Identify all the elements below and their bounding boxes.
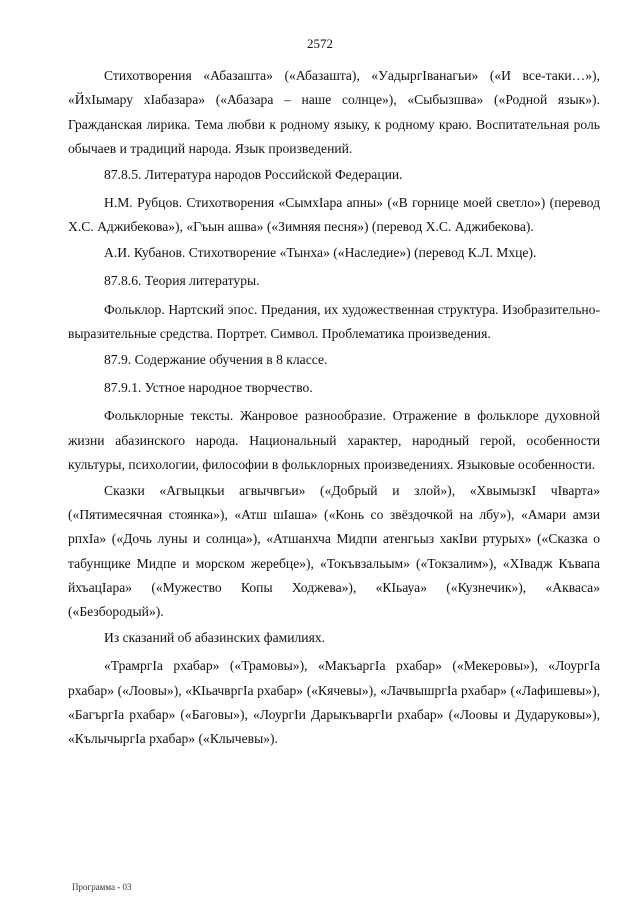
paragraph-kubanov: А.И. Кубанов. Стихотворение «Тынха» («Наследие») (перевод К.Л. Мхце). — [104, 245, 537, 261]
paragraph-fairy-tales: Сказки «Агвыцкьи агвычвгьи» («Добрый и злой»), «ХвымызкI чIварта» («Пятимесячная стоянка»), «Атш шIаша» («Конь со звёздочкой на лбу»), «Амари амзи рпхIа» («Дочь луны и солнца»), «Атшанхча Мидпи атенгьыз хакIви ртурых» («Сказка о табунщике Мидпе и морском жеребце»), «Токъвзальым» («Токзалим»), «ХIвадж Къвапа йхъацIара» («Мужество Копы Ходжева»), «КIьауа» («Кузнечик»), «Акваса» («Безбородый»). — [68, 482, 600, 620]
document-body — [68, 64, 600, 753]
paragraph-theory: Фольклор. Нартский эпос. Предания, их художественная структура. Изобразительно-выразительные средства. Портрет. Символ. Проблематика произведения. — [68, 301, 600, 341]
section-heading-87-8-6: 87.8.6. Теория литературы. — [104, 273, 260, 289]
paragraph-folklore-texts: Фольклорные тексты. Жанровое разнообразие. Отражение в фольклоре духовной жизни абазинского народа. Национальный характер, народный герой, особенности культуры, психологии, философии в фольклорных произведениях. Языковые особенности. — [68, 408, 600, 472]
paragraph-legends-intro: Из сказаний об абазинских фамилиях. — [104, 630, 326, 646]
section-heading-87-9: 87.9. Содержание обучения в 8 классе. — [104, 351, 328, 367]
paragraph-abaza-poems: Стихотворения «Абазашта» («Абазашта), «УадыргIванагьи» («И все-таки…»), «ЙхIымару хIабазара» («Абазара – наше солнце»), «Сыбызшва» («Родной язык»). Гражданская лирика. Тема любви к родному языку, к родному краю. Воспитательная роль обычаев и традиций народа. Язык произведений. — [68, 68, 600, 156]
page-number: 2572 — [307, 36, 333, 51]
footer-program-label: Программа - 03 — [72, 882, 132, 892]
section-heading-87-9-1: 87.9.1. Устное народное творчество. — [104, 380, 313, 396]
section-heading-87-8-5: 87.8.5. Литература народов Российской Федерации. — [104, 166, 403, 182]
paragraph-rubtsov: Н.М. Рубцов. Стихотворения «СымхIара апны» («В горнице моей светло») (перевод Х.С. Аджибекова»), «Гъын ашва» («Зимняя песня») (перевод Х.С. Аджибекова). — [68, 194, 600, 235]
paragraph-family-legends: «ТрамргIа рхабар» («Трамовы»), «МакъаргIа рхабар» («Мекеровы»), «ЛоургIа рхабар» («Лоовы»), «КIьачвргIа рхабар» («Кячевы»), «ЛачвышргIа рхабар» («Лафишевы»), «БагъргIа рхабар» («Баговы»), «ЛоургIи ДарыкъваргIи рхабар» («Лоовы и Дударуковы»), «КълычыргIа рхабар» («Клычевы»). — [68, 658, 600, 747]
